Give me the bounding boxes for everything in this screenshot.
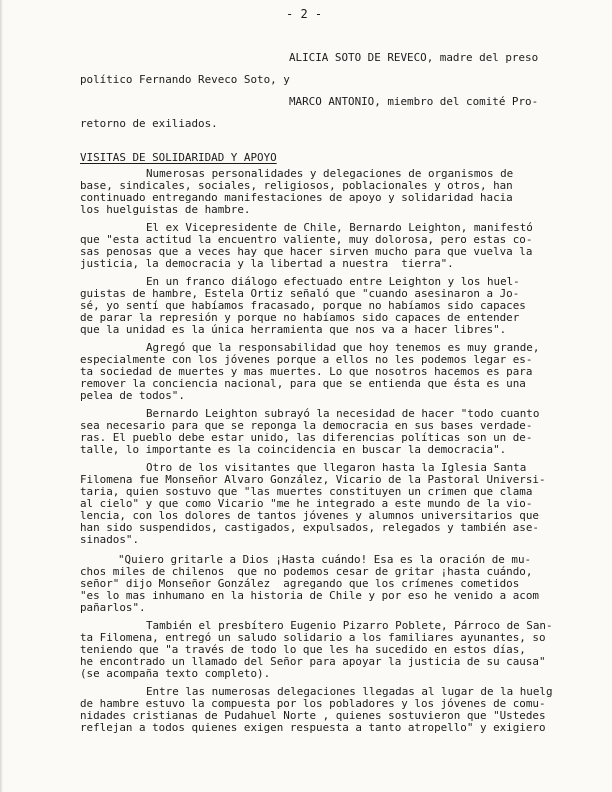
body-line: de hambre estuvo la compuesta por los pobladores y los jóvenes de comu-: [80, 697, 546, 710]
body-line: he encontrado un llamado del Señor para apoyar la justicia de su causa": [80, 655, 546, 668]
body-line: Bernardo Leighton subrayó la necesidad de hacer "todo cuanto: [146, 407, 540, 420]
body-line: El ex Vicepresidente de Chile, Bernardo Leighton, manifestó: [146, 221, 533, 234]
body-line: remover la conciencia nacional, para que se entienda que ésta es una: [80, 377, 526, 390]
body-line: sas penosas que a veces hay que hacer sirven mucho para que vuelva la: [80, 245, 533, 258]
body-line: los huelguistas de hambre.: [80, 203, 251, 216]
signatory-line: político Fernando Reveco Soto, y: [80, 73, 290, 86]
body-line: Otro de los visitantes que llegaron hasta la Iglesia Santa: [146, 461, 527, 474]
body-line: nidades cristianas de Pudahuel Norte , quienes sostuvieron que "Ustedes: [80, 709, 546, 722]
body-line: chos miles de chilenos que no podemos cesar de gritar ¡hasta cuándo,: [80, 565, 533, 578]
body-line: lencia, con los dolores de tantos jóvenes y alumnos universitarios que: [80, 509, 539, 522]
body-line: guistas de hambre, Estela Ortiz señaló que "cuando asesinaron a Jo-: [80, 287, 520, 300]
body-line: reflejan a todos quienes exigen respuesta a tanto atropello" y exigiero: [80, 721, 546, 734]
body-line: taria, quien sostuvo que "las muertes constituyen un crimen que clama: [80, 485, 533, 498]
body-line: de parar la represión y porque no habíamos sido capaces de entender: [80, 311, 520, 324]
section-heading: VISITAS DE SOLIDARIDAD Y APOYO: [80, 151, 277, 164]
body-line: Entre las numerosas delegaciones llegadas al lugar de la huelg: [146, 685, 553, 698]
body-line: han sido suspendidos, castigados, expulsados, relegados y también ase-: [80, 521, 539, 534]
signatory-line: retorno de exiliados.: [80, 117, 218, 130]
body-line: teniendo que "a través de todo lo que les ha sucedido en estos días,: [80, 643, 526, 656]
body-line: que "esta actitud la encuentro valiente, muy dolorosa, pero estas co-: [80, 233, 533, 246]
body-line: Agregó que la responsabilidad que hoy tenemos es muy grande,: [146, 341, 540, 354]
body-line: (se acompaña texto completo).: [80, 667, 271, 680]
body-line: Numerosas personalidades y delegaciones de organismos de: [146, 167, 514, 180]
body-line: "es lo mas inhumano en la historia de Chile y por eso he venido a acom: [80, 589, 539, 602]
body-line: "Quiero gritarle a Dios ¡Hasta cuándo! Esa es la oración de mu-: [118, 553, 532, 566]
body-line: ta Filomena, entregó un saludo solidario a los familiares ayunantes, so: [80, 631, 546, 644]
body-line: justicia, la democracia y la libertad a nuestra tierra".: [80, 257, 454, 270]
body-line: talle, lo importante es la coincidencia en buscar la democracia".: [80, 443, 507, 456]
body-line: pañarlos".: [80, 601, 146, 614]
body-line: sea necesario para que se reponga la democracia en sus bases verdade-: [80, 419, 533, 432]
body-line: base, sindicales, sociales, religiosos, poblacionales y otros, han: [80, 179, 513, 192]
page-number: - 2 -: [286, 7, 323, 21]
body-line: que la unidad es la única herramienta que nos va a hacer libres".: [80, 323, 507, 336]
scan-edge: [0, 0, 3, 792]
signatory-line: ALICIA SOTO DE REVECO, madre del preso: [289, 51, 539, 64]
body-line: ras. El pueblo debe estar unido, las diferencias políticas son un de-: [80, 431, 533, 444]
body-line: sinados".: [80, 533, 140, 546]
body-line: señor" dijo Monseñor González agregando que los crímenes cometidos: [80, 577, 520, 590]
body-line: sé, yo sentí que habíamos fracasado, porque no habíamos sido capaces: [80, 299, 526, 312]
body-line: continuado entregando manifestaciones de apoyo y solidaridad hacia: [80, 191, 513, 204]
body-line: pelea de todos".: [80, 389, 185, 402]
body-line: ta sociedad de muertes y mas muertes. Lo que nosotros hacemos es para: [80, 365, 533, 378]
body-line: Filomena fue Monseñor Alvaro González, Vicario de la Pastoral Universi-: [80, 473, 546, 486]
signatory-line: MARCO ANTONIO, miembro del comité Pro-: [289, 95, 539, 108]
body-line: En un franco diálogo efectuado entre Leighton y los huel-: [146, 275, 520, 288]
body-line: al cielo" y que como Vicario "me he integrado a este mundo de la vio-: [80, 497, 533, 510]
body-line: También el presbítero Eugenio Pizarro Poblete, Párroco de San-: [146, 619, 553, 632]
body-line: especialmente con los jóvenes porque a ellos no les podemos legar es-: [80, 353, 533, 366]
